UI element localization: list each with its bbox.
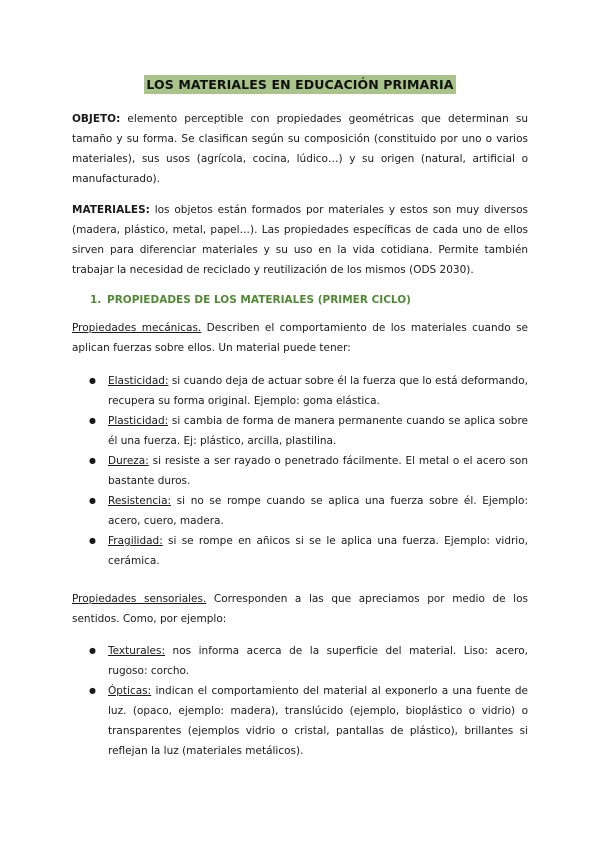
list-item [72,491,528,531]
materiales-text: los objetos están formados por materiales y estos son muy diversos (madera, plástico, metal, papel…). Las propiedades específicas de cada uno de ellos sirven para diferenciar materiales y su uso en la vida cotidiana. Permite también trabajar la necesidad de reciclado y reutilización de los mismos (ODS 2030). [72,204,528,276]
bullet-icon: ● [89,376,96,385]
item-term: Elasticidad: [108,375,169,387]
item-text: si resiste a ser rayado o penetrado fácilmente. El metal o el acero son bastante duros. [108,455,528,487]
document-title: LOS MATERIALES EN EDUCACIÓN PRIMARIA [146,77,454,92]
item-term: Fragilidad: [108,535,163,547]
objeto-text: elemento perceptible con propiedades geométricas que determinan su tamaño y su forma. Se clasifican según su composición (constituido por uno o varios materiales), sus usos (agrícola, cocina, lúdico…) y su origen (natural, artificial o manufacturado). [72,113,528,185]
item-term: Texturales: [108,645,166,657]
mecanicas-text: Describen el comportamiento de los materiales cuando se aplican fuerzas sobre ellos. Un material puede tener: [72,322,529,354]
item-text: si se rompe en añicos si se le aplica una fuerza. Ejemplo: vidrio, cerámica. [108,535,528,567]
objeto-term: OBJETO: [72,113,121,125]
item-term: Dureza: [108,455,149,467]
bullet-icon: ● [89,686,96,695]
item-text: si cambia de forma de manera permanente cuando se aplica sobre él una fuerza. Ej: plástico, arcilla, plastilina. [108,415,528,447]
bullet-icon: ● [89,416,96,425]
item-term: Resistencia: [108,495,172,507]
sensoriales-text: Corresponden a las que apreciamos por medio de los sentidos. Como, por ejemplo: [72,593,528,625]
item-term: Ópticas: [108,685,152,697]
item-text: si no se rompe cuando se aplica una fuerza sobre él. Ejemplo: acero, cuero, madera. [108,495,528,527]
list-item [72,641,528,681]
section-heading [72,290,528,310]
bullet-icon: ● [89,456,96,465]
list-item [72,531,528,571]
section-number: 1. [90,294,102,306]
title-wrapper [72,0,528,96]
item-text: nos informa acerca de la superficie del material. Liso: acero, rugoso: corcho. [108,645,528,677]
item-term: Plasticidad: [108,415,169,427]
list-item [72,681,528,761]
list-item [72,451,528,491]
materiales-paragraph [72,200,528,280]
bullet-icon: ● [89,646,96,655]
sensoriales-list [72,641,528,761]
list-item [72,411,528,451]
mecanicas-paragraph [72,318,528,358]
bullet-icon: ● [89,536,96,545]
mecanicas-term: Propiedades mecánicas. [72,322,202,334]
sensoriales-paragraph [72,589,528,629]
section-title: PROPIEDADES DE LOS MATERIALES (PRIMER CICLO) [107,294,411,306]
bullet-icon: ● [89,496,96,505]
objeto-paragraph [72,109,528,189]
item-text: si cuando deja de actuar sobre él la fuerza que lo está deformando, recupera su forma original. Ejemplo: goma elástica. [108,375,528,407]
sensoriales-term: Propiedades sensoriales. [72,593,207,605]
list-item [72,371,528,411]
item-text: indican el comportamiento del material al exponerlo a una fuente de luz. (opaco, ejemplo: madera), translúcido (ejemplo, bioplástico o vidrio) o transparentes (ejemplos vidrio o cristal, pantallas de plástico), brillantes si reflejan la luz (materiales metálicos). [108,685,528,757]
mecanicas-list [72,371,528,571]
materiales-term: MATERIALES: [72,204,150,216]
